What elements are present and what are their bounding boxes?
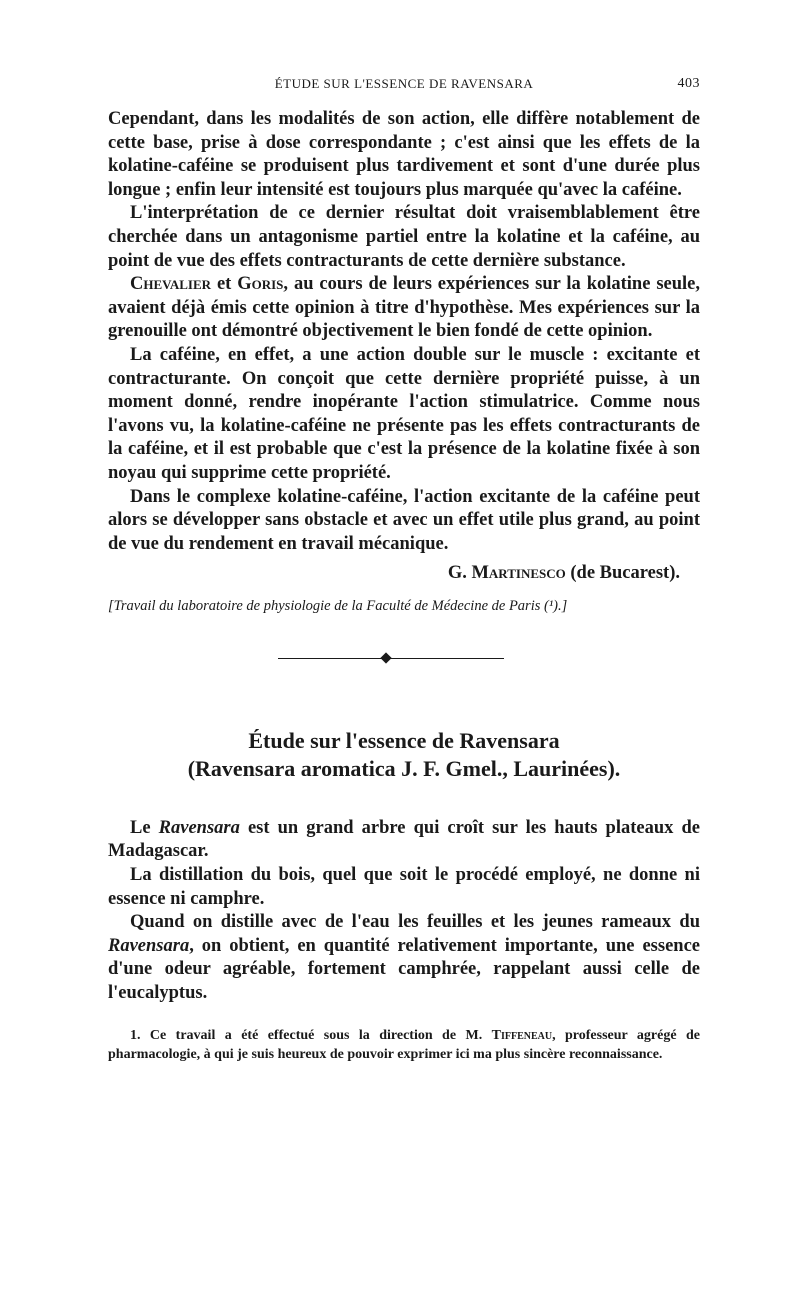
author-name-chevalier: Chevalier	[130, 274, 212, 295]
article-body	[108, 817, 700, 1006]
page-number: 403	[677, 76, 700, 91]
article-paragraph-2: La distillation du bois, quel que soit le procédé employé, ne donne ni essence ni camphre.	[108, 865, 700, 909]
author-name-goris: Goris	[237, 274, 284, 295]
laboratory-note: [Travail du laboratoire de physiologie de la Faculté de Médecine de Paris (¹).]	[108, 597, 568, 614]
article-title-line-2: (Ravensara aromatica J. F. Gmel., Laurinées).	[187, 755, 621, 781]
article-title-line-1: Étude sur l'essence de Ravensara	[248, 727, 560, 753]
paragraph-2: L'interprétation de ce dernier résultat doit vraisemblablement être cherchée dans un antagonisme partiel entre la kolatine et la caféine, au point de vue des effets contracturants de cette dernière substance.	[108, 203, 700, 271]
divider-ornament-icon	[380, 652, 391, 663]
author-signature: G. Martinesco (de Bucarest).	[447, 563, 680, 584]
paragraph-5: Dans le complexe kolatine-caféine, l'action excitante de la caféine peut alors se développer sans obstacle et avec un effet utile plus grand, au point de vue du rendement en travail mécanique.	[108, 486, 700, 554]
paragraph-4: La caféine, en effet, a une action double sur le muscle : excitante et contracturante. On conçoit que cette dernière propriété puisse, à un moment donné, rendre inopérante l'action stimulatrice. Comme nous l'avons vu, la kolatine-caféine ne présente pas les effets contracturants de la caféine, et il est probable que c'est la présence de la kolatine fixée à son noyau qui supprime cette propriété.	[108, 344, 700, 483]
section-divider	[108, 649, 700, 669]
page	[108, 70, 700, 1064]
paragraph-3: Chevalier et Goris, au cours de leurs expériences sur la kolatine seule, avaient déjà émis cette opinion à titre d'hypothèse. Mes expériences sur la grenouille ont démontré objectivement le bien fondé de cette opinion.	[108, 274, 700, 342]
article-title	[108, 727, 700, 783]
running-head-title: ÉTUDE SUR L'ESSENCE DE RAVENSARA	[274, 76, 534, 91]
running-head	[108, 70, 700, 92]
footnote	[108, 1026, 700, 1064]
paragraph-1: Cependant, dans les modalités de son action, elle diffère notablement de cette base, prise à dose correspondante ; c'est ainsi que les effets de la kolatine-caféine se produisent plus tardivement et sont d'une durée plus longue ; enfin leur intensité est toujours plus marquée qu'avec la caféine.	[108, 109, 700, 200]
article-paragraph-3: Quand on distille avec de l'eau les feuilles et les jeunes rameaux du Ravensara, on obtient, en quantité relativement importante, une essence d'une odeur agréable, fortement camphrée, rappelant aussi celle de l'eucalyptus.	[108, 912, 700, 1004]
article-paragraph-1: Le Ravensara est un grand arbre qui croît sur les hauts plateaux de Madagascar.	[108, 817, 700, 862]
footnote-1: 1. Ce travail a été effectué sous la direction de M. Tiffeneau, professeur agrégé de pharmacologie, à qui je suis heureux de pouvoir exprimer ici ma plus sincère reconnaissance.	[108, 1027, 700, 1062]
continued-article-body	[108, 108, 700, 586]
